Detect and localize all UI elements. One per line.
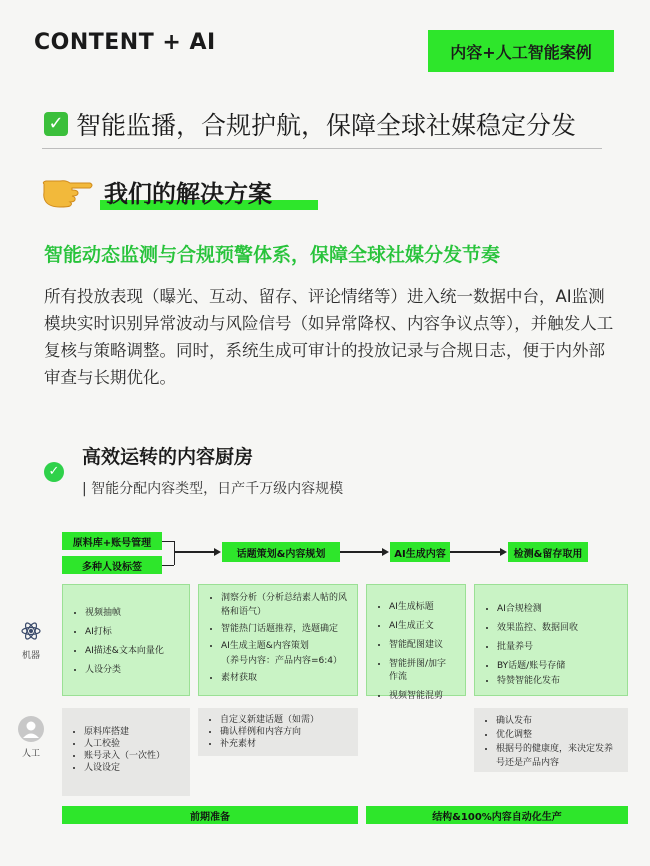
atom-icon — [20, 620, 42, 642]
flow-input-persona: 多种人设标签 — [62, 556, 162, 574]
flow-connector — [162, 565, 174, 566]
flow-arrow — [340, 551, 382, 553]
solution-title: 我们的解决方案 — [104, 180, 272, 208]
flow-input-material: 原料库+账号管理 — [62, 532, 162, 550]
list-item: • 视频智能混剪 — [389, 688, 455, 701]
list-item: • 洞察分析（分析总结素人帖的风格和语气） — [221, 591, 347, 619]
list-item: • AI打标 — [85, 624, 179, 637]
list-item: （养号内容：产品内容=6:4） — [221, 656, 343, 666]
flow-arrowhead — [214, 548, 221, 556]
pointing-hand-icon — [38, 174, 94, 210]
list-item: • 确认发布 — [496, 714, 618, 728]
list-item: • 智能热门话题推荐，选题确定 — [221, 622, 347, 636]
list-item: • 视频抽帧 — [85, 605, 179, 618]
list-item: • AI生成正文 — [389, 618, 455, 631]
solution-subtitle: 智能动态监测与合规预警体系，保障全球社媒分发节奏 — [44, 244, 501, 266]
list-item: • 优化调整 — [496, 728, 618, 742]
list-item: • 确认样例和内容方向 — [220, 726, 348, 738]
machine-panel-ai — [366, 584, 466, 701]
flow-step-topic: 话题策划&内容规划 — [222, 542, 340, 562]
list-item: • 人设设定 — [84, 762, 180, 774]
list-item: • 效果监控、数据回收 — [497, 620, 617, 633]
flow-arrow — [174, 551, 214, 553]
check-circle-icon: ✓ — [44, 462, 64, 482]
list-item: • 账号录入（一次性） — [84, 750, 180, 762]
user-avatar-icon — [18, 716, 44, 742]
machine-panel-prep — [62, 584, 190, 696]
human-panel-prep — [62, 708, 190, 796]
flow-arrowhead — [382, 548, 389, 556]
machine-panel-topic — [198, 584, 358, 696]
list-item: • 根据号的健康度，来决定发养号还是产品内容 — [496, 742, 618, 770]
flow-connector — [162, 541, 174, 542]
flow-step-ai: AI生成内容 — [390, 542, 450, 562]
headline — [44, 106, 576, 142]
flow-connector — [174, 541, 175, 565]
headline-text: 智能监播，合规护航，保障全球社媒稳定分发 — [76, 111, 577, 140]
human-label: 人工 — [22, 749, 41, 759]
list-item: • 特赞智能化发布 — [497, 673, 617, 686]
footer-prep-bar: 前期准备 — [62, 806, 358, 824]
machine-label: 机器 — [22, 651, 41, 661]
list-item: • 智能拼图/加字作流 — [389, 656, 455, 682]
divider — [42, 148, 602, 149]
flow-arrow — [450, 551, 500, 553]
list-item: • 人工校验 — [84, 738, 180, 750]
list-item: • BY话题/账号存储 — [497, 658, 617, 671]
human-panel-check — [474, 708, 628, 772]
human-panel-topic — [198, 708, 358, 756]
kitchen-subtitle: | 智能分配内容类型，日产千万级内容规模 — [82, 481, 344, 497]
list-item: • 智能配图建议 — [389, 637, 455, 650]
solution-paragraph: 所有投放表现（曝光、互动、留存、评论情绪等）进入统一数据中台，AI监测模块实时识别异常波动与风险信号（如异常降权、内容争议点等），并触发人工复核与策略调整。同时，系统生成可审计的投放记录与合规日志，便于内外部审查与长期优化。 — [44, 287, 614, 387]
footer-production-bar: 结构&100%内容自动化生产 — [366, 806, 628, 824]
list-item: • 自定义新建话题（如需） — [220, 714, 348, 726]
flow-step-check: 检测&留存取用 — [508, 542, 588, 562]
brand-title: CONTENT + AI — [34, 30, 216, 55]
list-item: • AI生成标题 — [389, 599, 455, 612]
list-item: • 人设分类 — [85, 662, 179, 675]
kitchen-title: 高效运转的内容厨房 — [82, 446, 254, 468]
list-item: • AI生成主题&内容策划 — [221, 639, 347, 653]
list-item: • AI描述&文本向量化 — [85, 643, 179, 656]
list-item: • 补充素材 — [220, 738, 348, 750]
check-mark-icon: ✓ — [44, 112, 68, 136]
list-item: • 原料库搭建 — [84, 726, 180, 738]
machine-panel-check — [474, 584, 628, 696]
list-item: • AI合规检测 — [497, 601, 617, 614]
list-item: • 批量养号 — [497, 639, 617, 652]
list-item: • 素材获取 — [221, 671, 347, 685]
case-tag: 内容+人工智能案例 — [428, 30, 614, 72]
flow-arrowhead — [500, 548, 507, 556]
